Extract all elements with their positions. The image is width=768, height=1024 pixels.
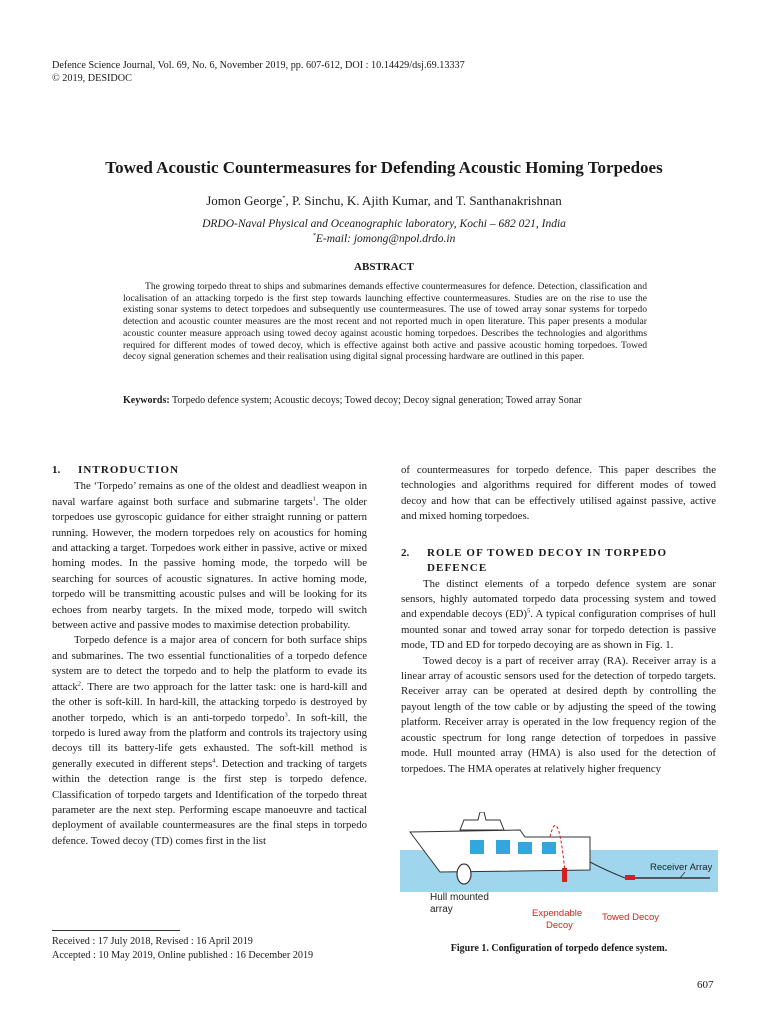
section-1-title: INTRODUCTION bbox=[78, 464, 180, 476]
keywords-label: Keywords: bbox=[123, 395, 170, 406]
citation-ref: 2 bbox=[77, 680, 82, 688]
sonar-console-3 bbox=[518, 842, 532, 854]
keywords bbox=[123, 395, 700, 407]
section-1-paragraph-2 bbox=[52, 633, 367, 849]
label-expendable-2: Decoy bbox=[546, 920, 573, 931]
label-towed-decoy: Towed Decoy bbox=[602, 912, 660, 923]
abstract-heading: ABSTRACT bbox=[354, 261, 414, 273]
author-mark: * bbox=[282, 194, 286, 202]
label-receiver-array: Receiver Array bbox=[650, 862, 713, 873]
sonar-console-2 bbox=[496, 840, 510, 854]
text-run: . Detection and tracking of targets within the detection range is the first step is torpedo defence. Classification of torpedo targets and Identification of the torpedo threat parameter are the next step. Performing escape manoeuvre and tactical deployment of available countermeasures are the final steps in torpedo defence. Towed decoy (TD) comes first in the list bbox=[52, 757, 367, 847]
text-run: The ‘Torpedo’ remains as one of the oldest and deadliest weapon in naval warfare against both surface and submarine targets bbox=[52, 480, 367, 508]
publication-dates bbox=[52, 935, 313, 963]
left-column bbox=[52, 463, 367, 849]
text-run: . There are two approach for the latter task: one is hard-kill and the other is soft-kill. In hard-kill, the attacking torpedo is destroyed by another torpedo, which is an anti-torpedo torpedo bbox=[52, 680, 367, 724]
journal-header bbox=[52, 59, 465, 85]
section-1-number: 1. bbox=[52, 464, 61, 476]
affiliation bbox=[0, 217, 768, 247]
text-run: . A typical configuration comprises of hull mounted sonar and towed array sonar for torpedo detection is passive mode, TD and ED for torpedo decoying are as shown in Fig. 1. bbox=[401, 608, 716, 652]
footnote-rule bbox=[52, 930, 180, 931]
figure-1-caption: Figure 1. Configuration of torpedo defence system. bbox=[450, 943, 668, 954]
section-2-number: 2. bbox=[401, 546, 410, 559]
author-rest: , P. Sinchu, K. Ajith Kumar, and T. Santhanakrishnan bbox=[285, 193, 562, 208]
label-hull-mounted-1: Hull mounted bbox=[430, 892, 489, 903]
label-hull-mounted-2: array bbox=[430, 904, 453, 915]
journal-citation: Defence Science Journal, Vol. 69, No. 6, November 2019, pp. 607-612, DOI : 10.14429/dsj.69.13337 bbox=[52, 60, 465, 71]
label-expendable-1: Expendable bbox=[532, 908, 583, 919]
ship-superstructure bbox=[460, 812, 504, 830]
keywords-text: Torpedo defence system; Acoustic decoys; Towed decoy; Decoy signal generation; Towed array Sonar bbox=[172, 395, 582, 406]
citation-ref: 3 bbox=[284, 710, 288, 718]
section-1-paragraph-1 bbox=[52, 479, 367, 633]
journal-copyright: © 2019, DESIDOC bbox=[52, 73, 132, 84]
citation-ref: 5 bbox=[526, 607, 531, 615]
section-1-heading bbox=[52, 463, 367, 478]
received-dates: Received : 17 July 2018, Revised : 16 April 2019 bbox=[52, 936, 253, 947]
text-run: . The older torpedoes use gyroscopic guidance for either straight running or pattern running. However, the modern torpedoes rely on acoustics for homing and attacking a target. Torpedoes work either in passive, active or mixed homing modes. In the passive homing mode, the torpedo will be searching for sources of acoustic signatures. In active homing mode, torpedo will be transmitting acoustic pulses and will be looking for its echoes from nearby targets. In the mixed mode, torpedo will switch between active and passive modes to maximise detection probability. bbox=[52, 495, 367, 632]
author-list bbox=[0, 193, 768, 209]
abstract-text: The growing torpedo threat to ships and submarines demands effective countermeasures for defence. Detection, classification and localisation of an attacking torpedo is the first step towards launching effective countermeasures. Studies are on the rise to use the existing sonar systems to detect torpedoes and subsequently use countermeasures. The use of towed array sonar systems for torpedo detection and acoustic counter measures are the most recent and not reported much in open literature. This paper presents a modular acoustic counter measure approach using towed decoy against acoustic homing torpedoes. Describes the technologies and algorithms required for different modes of towed decoy, which is effective against both active and passive acoustic homing torpedoes. Towed decoy signal generation schemes and their realisation using digital signal processing hardware are outlined in this paper. bbox=[123, 281, 647, 363]
sonar-console-4 bbox=[542, 842, 556, 854]
author-first: Jomon George bbox=[206, 193, 283, 208]
text-run: . In soft-kill, the torpedo is lured away from the platform and controls its trajectory using decoys till its battery-life gets exhausted. The soft-kill method is generally executed in different steps bbox=[52, 711, 367, 770]
section-2-paragraph-1 bbox=[401, 577, 716, 654]
paper-title: Towed Acoustic Countermeasures for Defending Acoustic Homing Torpedoes bbox=[105, 158, 663, 177]
citation-ref: 4 bbox=[212, 757, 216, 765]
section-2-title: ROLE OF TOWED DECOY IN TORPEDO DEFENCE bbox=[427, 546, 668, 574]
text-run: Torpedo defence is a major area of concern for both surface ships and submarines. The two essential functionalities of a torpedo defence system are to detect the torpedo and to help the platform to evade its attack bbox=[52, 634, 367, 693]
citation-ref: 1 bbox=[312, 495, 316, 503]
expendable-decoy bbox=[562, 868, 567, 882]
affiliation-email: E-mail: jomong@npol.drdo.in bbox=[315, 233, 456, 245]
accepted-dates: Accepted : 10 May 2019, Online published : 16 December 2019 bbox=[52, 950, 314, 961]
affiliation-institute: DRDO-Naval Physical and Oceanographic laboratory, Kochi – 682 021, India bbox=[202, 218, 566, 230]
sonar-console-1 bbox=[470, 840, 484, 854]
affiliation-email-line bbox=[0, 232, 768, 247]
page-number: 607 bbox=[697, 979, 714, 991]
text-run: The distinct elements of a torpedo defence system are sonar sensors, highly automated torpedo data processing system and towed and expendable decoys (ED) bbox=[401, 577, 716, 621]
towed-decoy bbox=[625, 875, 635, 880]
right-column bbox=[401, 463, 716, 777]
section-1-paragraph-2-continued: of countermeasures for torpedo defence. This paper describes the technologies and algorithms required for different modes of towed decoy and how that can be effectively utilised against passive, active and mixed homing torpedoes. bbox=[401, 464, 716, 523]
email-mark: * bbox=[312, 232, 316, 240]
figure-1-diagram bbox=[400, 812, 718, 942]
section-2-paragraph-2: Towed decoy is a part of receiver array (RA). Receiver array is a linear array of acoustic sensors used for the detection of torpedo targets. Receiver array can be operated at desired depth by controlling the payout length of the tow cable or by adjusting the speed of the towing platform. Receiver array is operated in the low frequency region of the acoustic spectrum for long range detection of torpedoes in passive mode. Hull mounted array (HMA) is also used for the detection of torpedoes. The HMA operates at relatively higher frequency bbox=[401, 654, 716, 775]
section-2-heading bbox=[401, 546, 716, 576]
hull-mounted-array bbox=[457, 864, 471, 884]
